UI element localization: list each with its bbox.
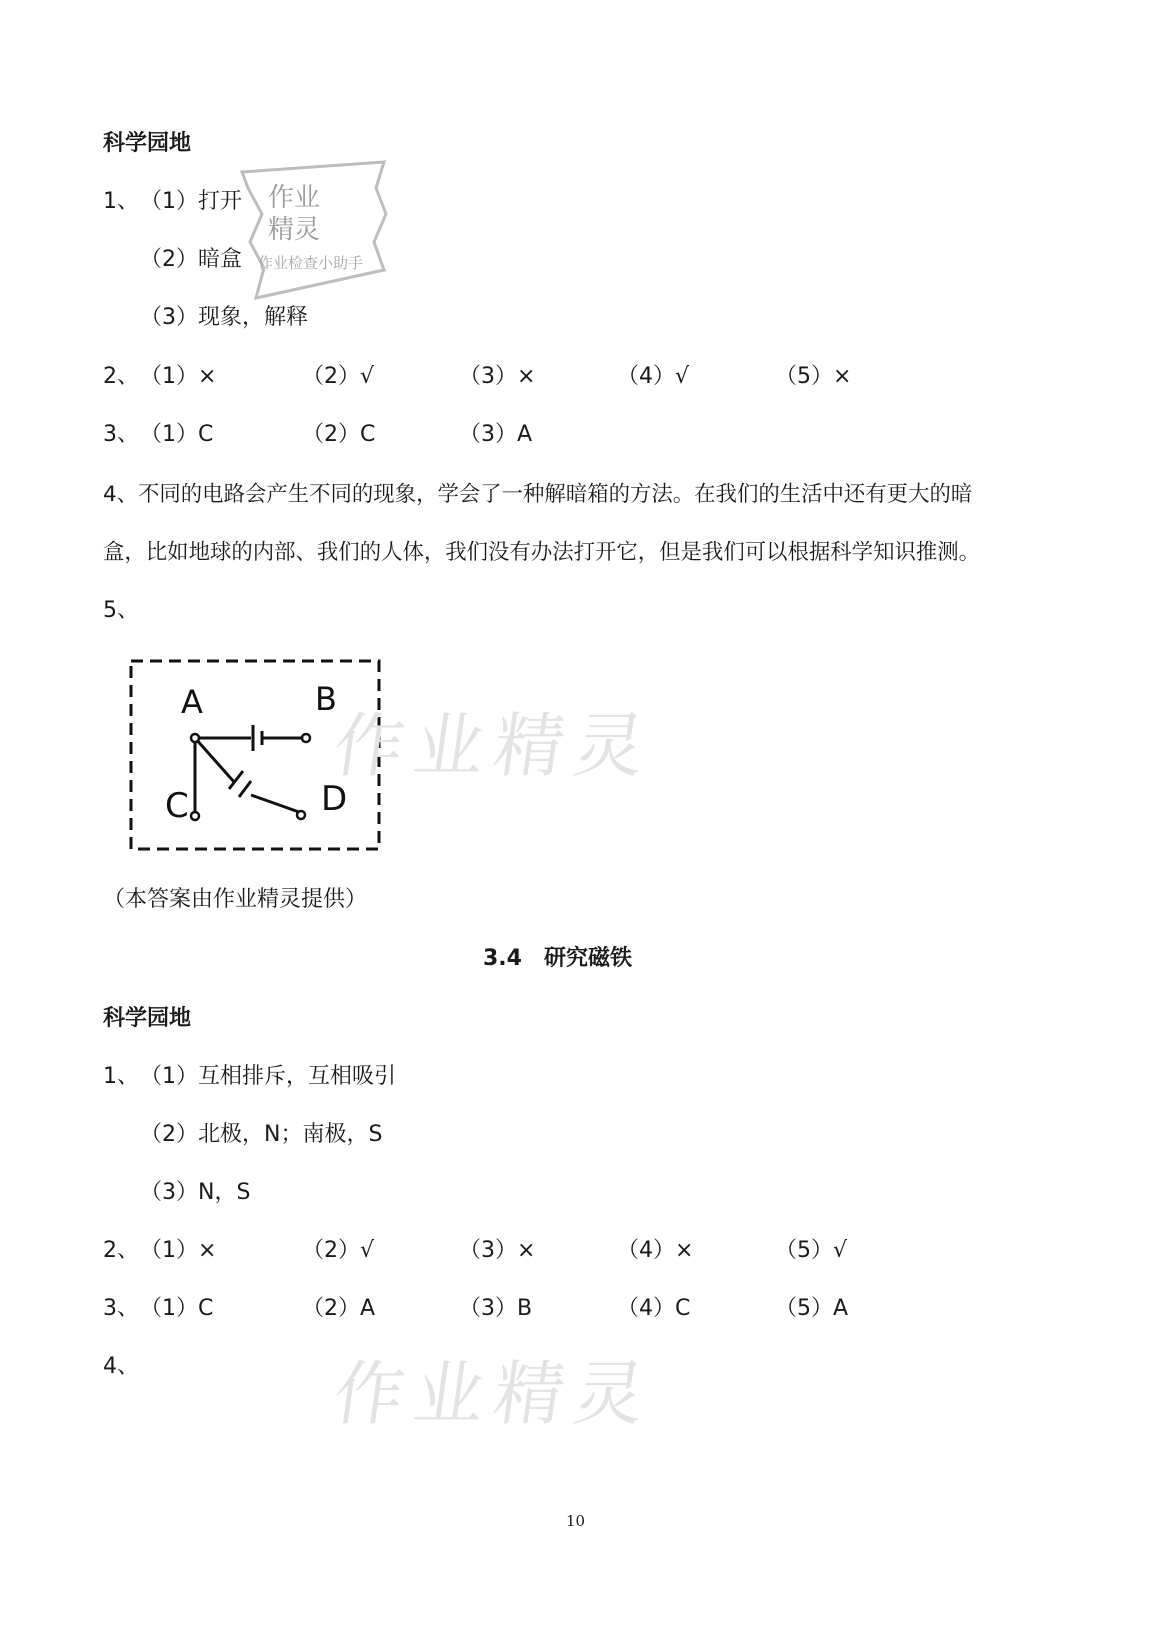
answer-item: （3）现象，解释	[140, 305, 308, 330]
stamp-text-line2: 精灵	[268, 215, 321, 245]
question-number: 4、	[103, 1354, 139, 1379]
watermark-text: 作业精灵	[328, 705, 660, 787]
question-number: 1、	[103, 1064, 139, 1089]
answer-item: （1）互相排斥，互相吸引	[140, 1064, 396, 1089]
stamp-text-line1: 作业	[268, 183, 321, 213]
answer-item: （2）√	[302, 1238, 375, 1263]
question-number: 2、	[103, 1238, 139, 1263]
battery-symbol	[229, 771, 251, 797]
answer-item: （4）√	[617, 364, 690, 389]
answer-item: （3）B	[459, 1296, 533, 1321]
question-number: 2、	[103, 364, 139, 389]
answer-item: （3）N，S	[140, 1180, 251, 1205]
terminals	[191, 734, 310, 820]
answer-paragraph-line: 4、不同的电路会产生不同的现象，学会了一种解暗箱的方法。在我们的生活中还有更大的暗	[103, 482, 973, 507]
answer-item: （4）×	[617, 1238, 694, 1263]
answer-item: （3）×	[459, 1238, 536, 1263]
answer-item: （5）√	[775, 1238, 848, 1263]
answer-item: （2）A	[302, 1296, 376, 1321]
answer-item: （1）C	[140, 422, 214, 447]
answer-item: （3）A	[459, 422, 533, 447]
question-number: 1、	[103, 189, 139, 214]
section-title: 科学园地	[103, 131, 192, 156]
battery-symbol	[253, 725, 262, 751]
label-d: D	[321, 779, 348, 819]
answer-item: （2）北极，N；南极，S	[140, 1122, 383, 1147]
answer-item: （3）×	[459, 364, 536, 389]
answer-item: （2）暗盒	[140, 247, 242, 272]
answer-item: （4）C	[617, 1296, 691, 1321]
question-number: 5、	[103, 598, 139, 623]
credit-note: （本答案由作业精灵提供）	[103, 887, 368, 912]
answer-item: （2）√	[302, 364, 375, 389]
section-heading: 3.4 研究磁铁	[483, 946, 632, 971]
stamp-subtext: 作业检查小助手	[258, 254, 364, 272]
answer-paragraph-line: 盒，比如地球的内部、我们的人体，我们没有办法打开它，但是我们可以根据科学知识推测。	[103, 540, 981, 565]
circuit-wires	[195, 738, 303, 813]
label-c: C	[165, 786, 189, 826]
watermark-text: 作业精灵	[328, 1353, 660, 1435]
answer-item: （5）×	[775, 364, 852, 389]
answer-item: （1）打开	[140, 189, 242, 214]
answer-item: （5）A	[775, 1296, 849, 1321]
label-a: A	[181, 683, 203, 721]
question-number: 3、	[103, 422, 139, 447]
watermark-stamp	[234, 158, 394, 302]
page-number: 10	[566, 1512, 586, 1530]
question-number: 3、	[103, 1296, 139, 1321]
answer-item: （2）C	[302, 422, 376, 447]
answer-item: （1）×	[140, 1238, 217, 1263]
answer-item: （1）×	[140, 364, 217, 389]
label-b: B	[315, 680, 337, 718]
answer-item: （1）C	[140, 1296, 214, 1321]
section-title: 科学园地	[103, 1006, 192, 1031]
